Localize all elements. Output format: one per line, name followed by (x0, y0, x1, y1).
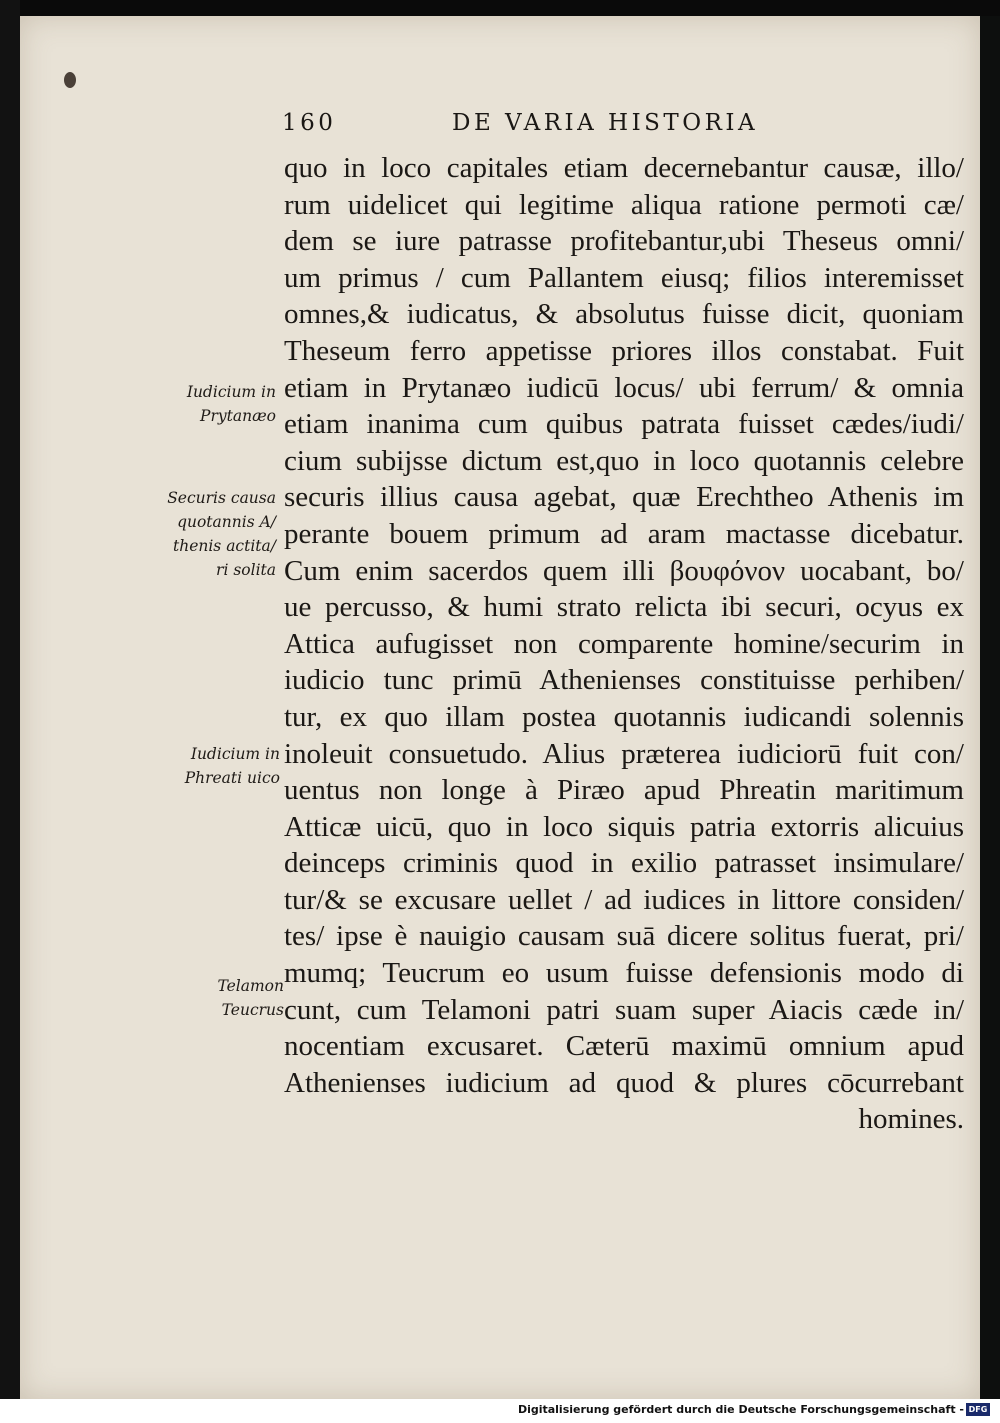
text-line: cunt, cum Telamoni patri suam super Aiacis cæde in/ (284, 993, 964, 1026)
page-number: 160 (282, 110, 337, 136)
marginal-note-phreati (120, 742, 280, 790)
marginal-note-prytaneo (120, 380, 276, 428)
text-line: tur, ex quo illam postea quotannis iudicandi solennis (284, 700, 964, 733)
text-line: ue percusso, & humi strato relicta ibi securi, ocyus ex (284, 591, 964, 624)
marginal-note-line: ri solita (216, 561, 276, 579)
text-line: uentus non longe à Piræo apud Phreatin maritimum (284, 774, 964, 807)
marginal-note-telamon (120, 974, 284, 1022)
marginal-note-line: Phreati uico (184, 769, 280, 787)
text-line: iudicio tunc primū Athenienses constituisse perhiben/ (284, 664, 964, 697)
text-line: rum uidelicet qui legitime aliqua ratione permoti cæ/ (284, 188, 964, 221)
text-line: inoleuit consuetudo. Alius præterea iudiciorū fuit con/ (284, 737, 964, 770)
text-line: Athenienses iudicium ad quod & plures cōcurrebant (284, 1066, 964, 1099)
text-line: securis illius causa agebat, quæ Erechtheo Athenis im (284, 481, 964, 514)
running-title: DE VARIA HISTORIA (452, 110, 759, 136)
text-line: deinceps criminis quod in exilio patrasset insimulare/ (284, 847, 964, 880)
text-line: Theseum ferro appetisse priores illos constabat. Fuit (284, 334, 964, 367)
text-line: etiam inanima cum quibus patrata fuisset cædes/iudi/ (284, 408, 964, 441)
scan-top-edge (0, 0, 1000, 16)
text-line: tur/& se excusare uellet / ad iudices in littore considen/ (284, 883, 964, 916)
marginal-note-line: Prytanæo (200, 407, 276, 425)
scan-left-edge (0, 0, 20, 1400)
marginal-note-line: Iudicium in (186, 383, 276, 401)
text-line: nocentiam excusaret. Cæterū maximū omnium apud (284, 1030, 964, 1063)
ink-blot (64, 72, 76, 88)
marginal-note-line: Teucrus (221, 1001, 284, 1019)
marginal-note-line: thenis actita/ (172, 537, 276, 555)
marginal-note-line: Securis causa (167, 489, 276, 507)
text-line: perante bouem primum ad aram mactasse dicebatur. (284, 517, 964, 550)
text-line-catchword: homines. (858, 1103, 964, 1136)
text-line: cium subijsse dictum est,quo in loco quotannis celebre (284, 444, 964, 477)
marginal-note-securis (120, 486, 276, 582)
body-text (284, 150, 964, 1138)
text-line: mumq; Teucrum eo usum fuisse defensionis modo di (284, 957, 964, 990)
text-line: Atticæ uicū, quo in loco siquis patria extorris alicuius (284, 810, 964, 843)
digitization-credit: Digitalisierung gefördert durch die Deutsche Forschungsgemeinschaft - (517, 1403, 964, 1416)
text-line: um primus / cum Pallantem eiusq; filios interemisset (284, 261, 964, 294)
text-line: Attica aufugisset non comparente homine/securim in (284, 627, 964, 660)
text-line: quo in loco capitales etiam decernebantur causæ, illo/ (284, 152, 964, 184)
dfg-logo: DFG (966, 1403, 990, 1416)
text-line: dem se iure patrasse profitebantur,ubi Theseus omni/ (284, 225, 964, 258)
marginal-note-line: Telamon (217, 977, 284, 995)
marginal-note-line: Iudicium in (190, 745, 280, 763)
text-line: tes/ ipse è nauigio causam suā dicere solitus fuerat, pri/ (284, 920, 964, 953)
scan-right-edge (980, 16, 1000, 1399)
text-line: omnes,& iudicatus, & absolutus fuisse dicit, quoniam (284, 298, 964, 331)
text-line: etiam in Prytanæo iudicū locus/ ubi ferrum/ & omnia (284, 371, 964, 404)
marginal-note-line: quotannis A/ (177, 513, 276, 531)
text-line: Cum enim sacerdos quem illi βουφόνον uocabant, bo/ (284, 554, 964, 587)
